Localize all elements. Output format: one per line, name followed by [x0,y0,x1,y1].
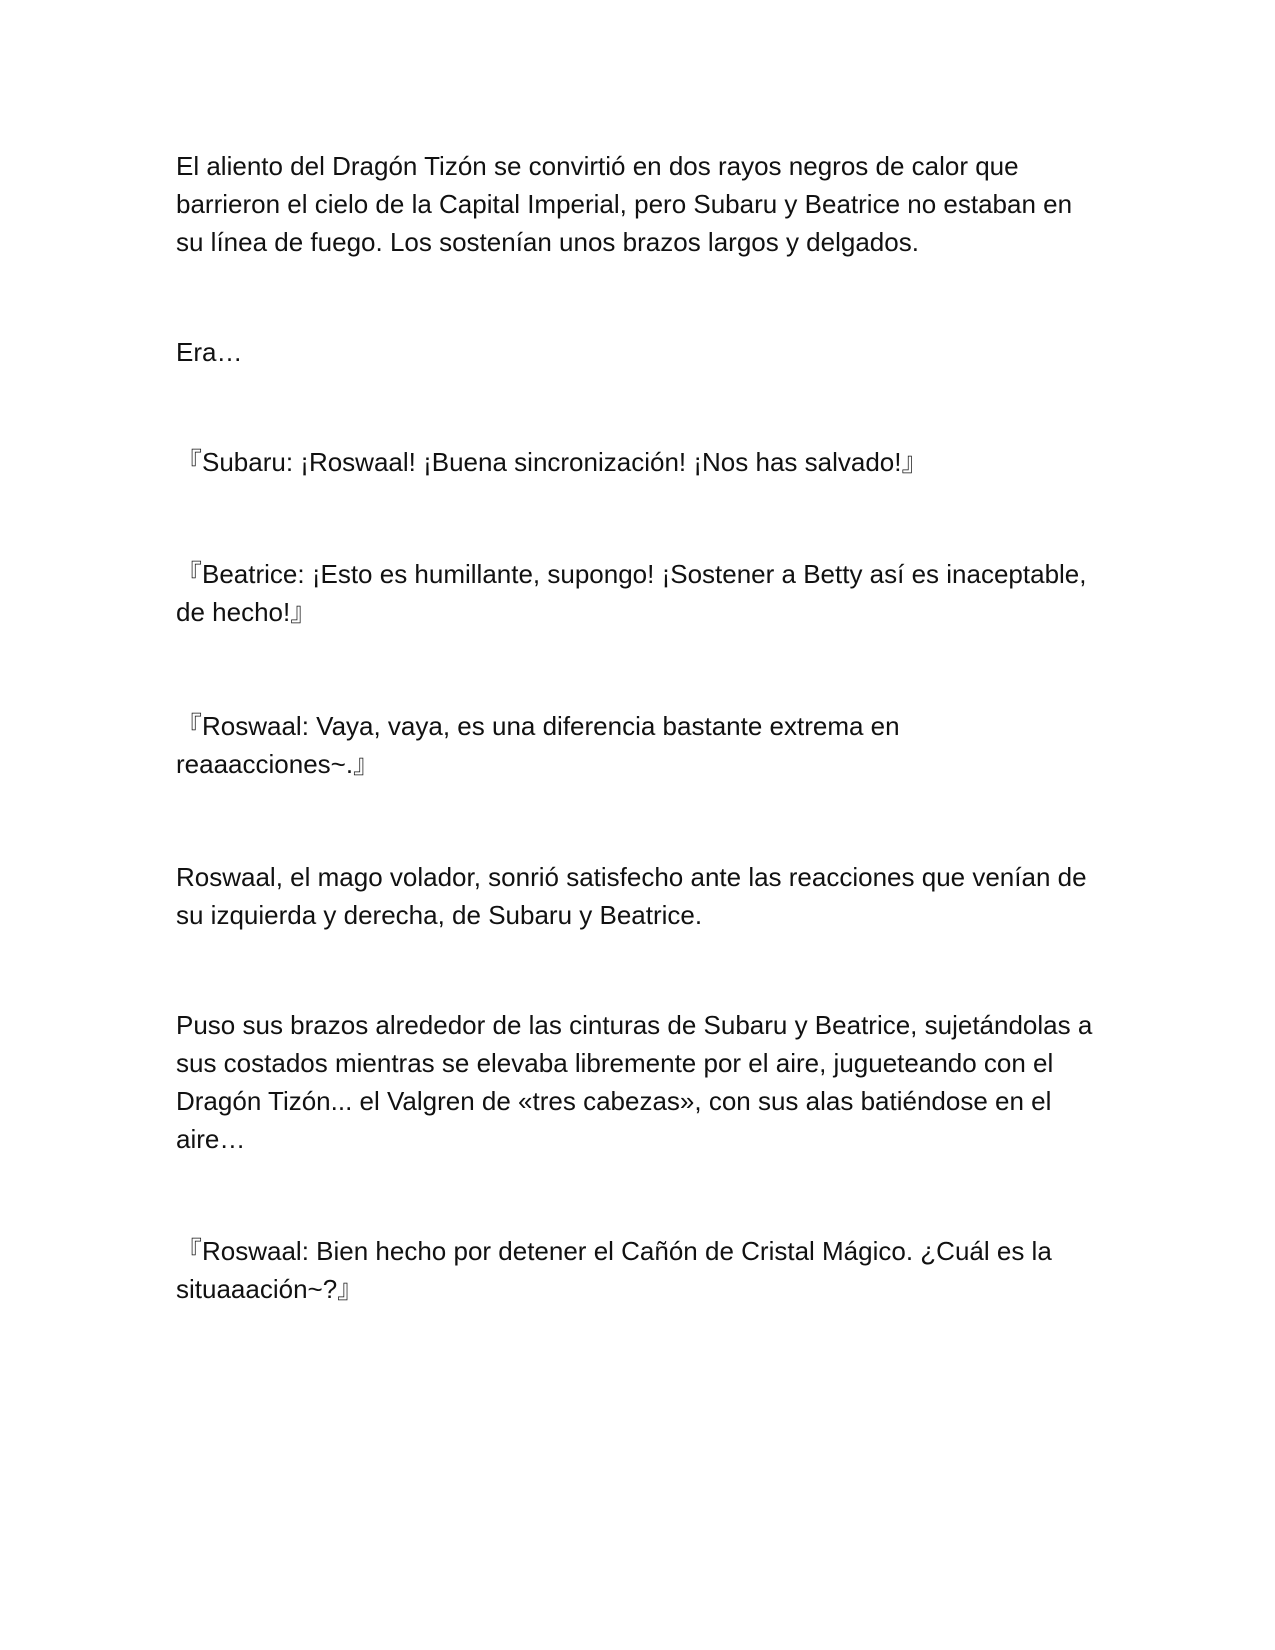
dialogue-subaru: 『Subaru: ¡Roswaal! ¡Buena sincronización! ¡Nos has salvado!』 [176,447,928,477]
narration-paragraph: Era… [176,337,243,367]
narration-paragraph: Puso sus brazos alrededor de las cinturas de Subaru y Beatrice, sujetándolas a sus costados mientras se elevaba libremente por el aire, jugueteando con el Dragón Tizón... el Valgren de «tres cabezas», con sus alas batiéndose en el aire… [176,1010,1093,1154]
narration-paragraph: El aliento del Dragón Tizón se convirtió en dos rayos negros de calor que barrieron el cielo de la Capital Imperial, pero Subaru y Beatrice no estaban en su línea de fuego. Los sostenían unos brazos largos y delgados. [176,151,1073,257]
dialogue-beatrice: 『Beatrice: ¡Esto es humillante, supongo! ¡Sostener a Betty así es inaceptable, de hecho!』 [176,559,1087,627]
dialogue-roswaal: 『Roswaal: Bien hecho por detener el Cañón de Cristal Mágico. ¿Cuál es la situaaación~?』 [176,1236,1052,1304]
narration-paragraph: Roswaal, el mago volador, sonrió satisfecho ante las reacciones que venían de su izquierda y derecha, de Subaru y Beatrice. [176,862,1087,930]
dialogue-roswaal: 『Roswaal: Vaya, vaya, es una diferencia bastante extrema en reaaacciones~.』 [176,711,900,779]
